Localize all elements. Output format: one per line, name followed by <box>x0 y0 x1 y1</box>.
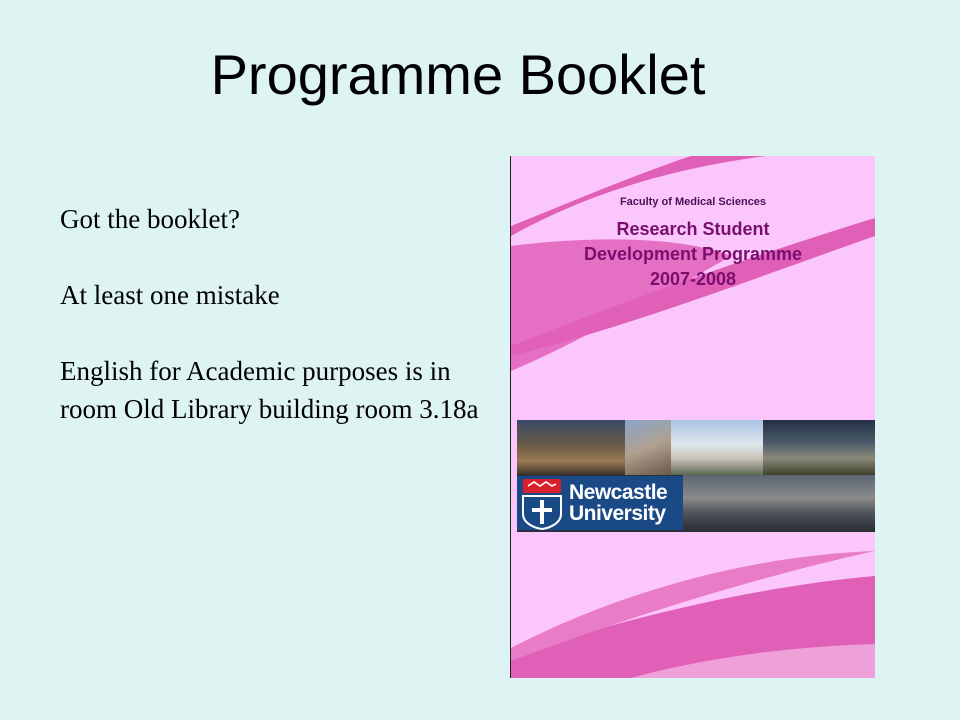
booklet-heading-line: Research Student <box>616 219 770 239</box>
building-photo <box>763 420 875 475</box>
slide-title: Programme Booklet <box>210 43 706 106</box>
booklet-faculty-label: Faculty of Medical Sciences <box>619 196 767 208</box>
building-photo <box>671 420 763 475</box>
sculpture-photo <box>625 420 671 475</box>
body-text <box>60 200 480 466</box>
university-crest-icon <box>520 476 564 530</box>
text-line-mistake: At least one mistake <box>60 280 280 310</box>
building-photo <box>517 420 625 475</box>
logo-text-line: Newcastle <box>569 481 668 504</box>
newcastle-university-logo <box>517 476 683 530</box>
logo-text-line: University <box>569 502 666 525</box>
booklet-heading-line: 2007-2008 <box>649 269 737 289</box>
booklet-cover-image <box>510 156 875 678</box>
text-line-room: English for Academic purposes is in room Old Library building room 3.18a <box>60 356 479 424</box>
booklet-heading-line: Development Programme <box>583 244 803 264</box>
students-photo <box>683 475 875 532</box>
text-line-booklet: Got the booklet? <box>60 204 240 234</box>
